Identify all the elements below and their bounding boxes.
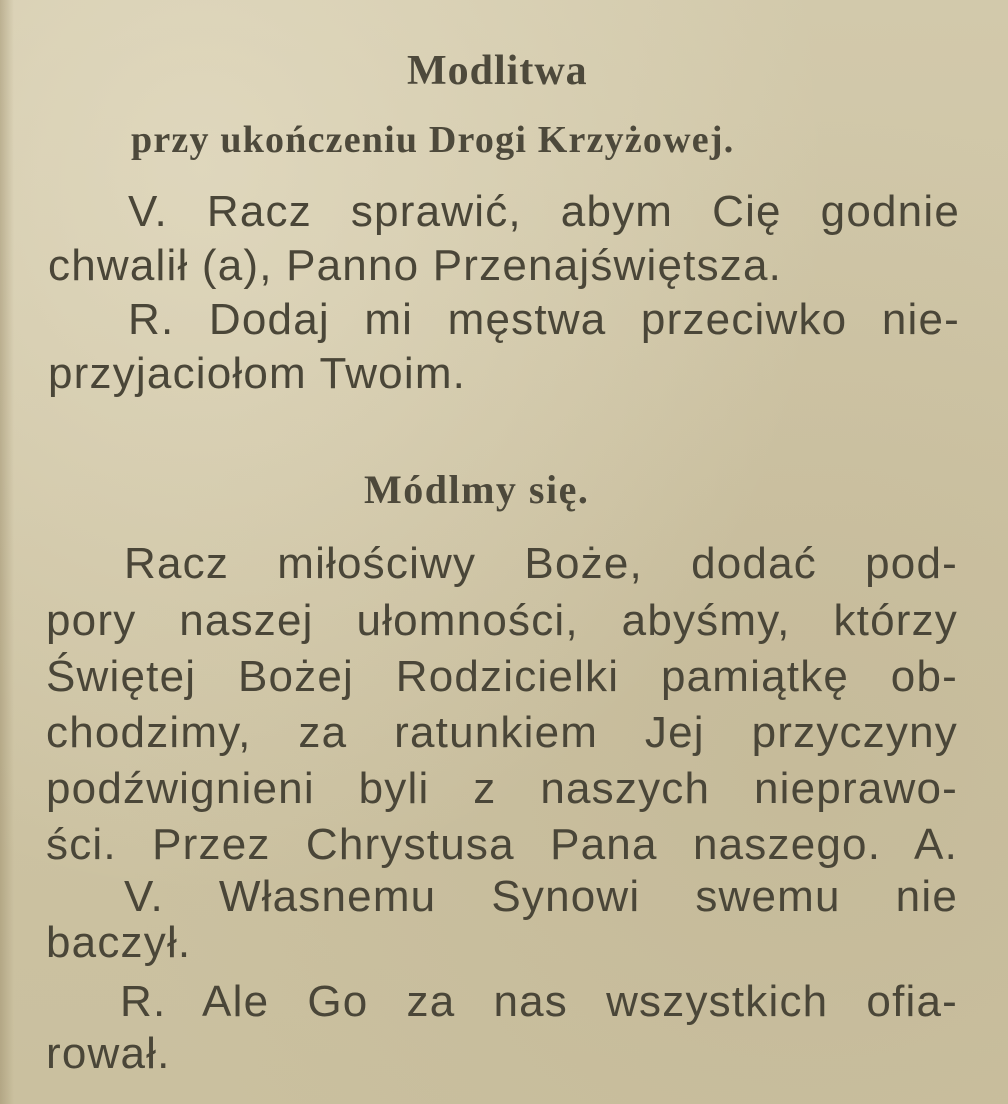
- versicle-2-line-2: baczył.: [46, 918, 192, 967]
- page-subtitle: przy ukończeniu Drogi Krzyżowej.: [131, 119, 735, 161]
- page-title: Modlitwa: [407, 48, 588, 94]
- versicle-2-line-1: V. Własnemu Synowi swemu nie: [124, 872, 958, 921]
- versicle-1-line-2: chwalił (a), Panno Przenajświętsza.: [48, 241, 783, 290]
- prayer-heading: Módlmy się.: [364, 467, 590, 512]
- prayer-line-4: chodzimy, za ratunkiem Jej przyczyny: [46, 708, 958, 757]
- prayer-line-1: Racz miłościwy Boże, dodać pod-: [124, 539, 958, 588]
- versicle-2-line-4: rował.: [46, 1029, 171, 1078]
- versicle-2-line-3: R. Ale Go za nas wszystkich ofia-: [120, 977, 958, 1026]
- prayer-line-3: Świętej Bożej Rodzicielki pamiątkę ob-: [46, 652, 958, 701]
- prayer-line-5: podźwignieni byli z naszych nieprawo-: [46, 764, 958, 813]
- prayer-line-2: pory naszej ułomności, abyśmy, którzy: [46, 596, 958, 645]
- versicle-1-line-1: V. Racz sprawić, abym Cię godnie: [128, 187, 960, 236]
- prayer-line-6: ści. Przez Chrystusa Pana naszego. A.: [46, 820, 958, 869]
- versicle-1-line-4: przyjaciołom Twoim.: [48, 349, 467, 398]
- versicle-1-line-3: R. Dodaj mi męstwa przeciwko nie-: [128, 295, 960, 344]
